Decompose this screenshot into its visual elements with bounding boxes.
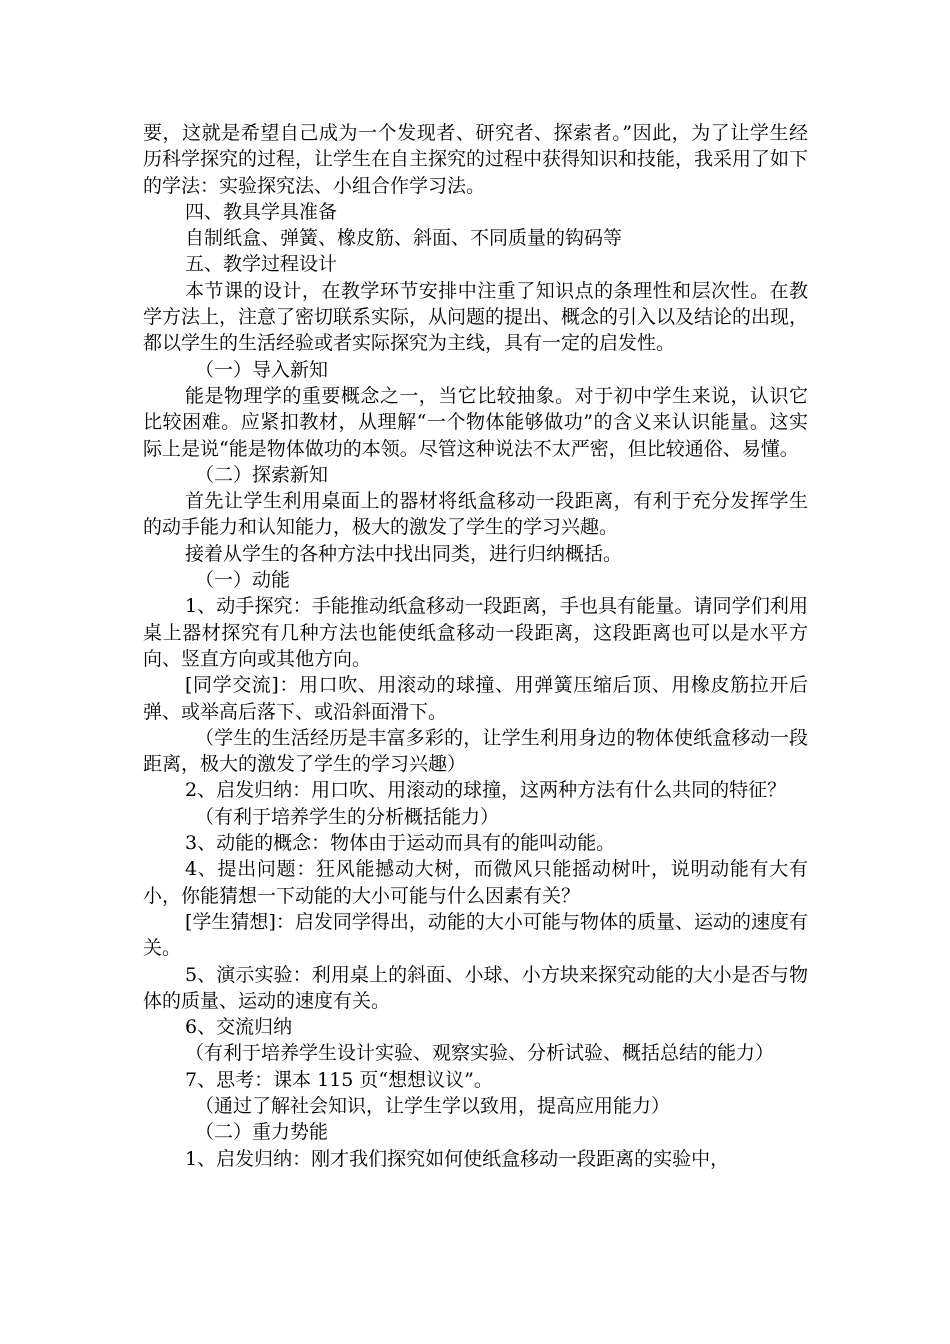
document-body: [143, 120, 808, 1172]
paragraph-learning-method: 要，这就是希望自己成为一个发现者、研究者、探索者。”因此，为了让学生经历科学探究的过程，让学生在自主探究的过程中获得知识和技能，我采用了如下的学法：实验探究法、小组合作学习法。: [143, 122, 809, 197]
paragraph-design-overview: 本节课的设计，在教学环节安排中注重了知识点的条理性和层次性。在教学方法上，注意了密切联系实际，从问题的提出、概念的引入以及结论的出现，都以学生的生活经验或者实际探究为主线，具有一定的启发性。: [143, 279, 809, 355]
paragraph-guess: [学生猜想]：启发同学得出，动能的大小可能与物体的质量、运动的速度有关。: [143, 910, 808, 960]
paragraph-exchange-summary: 6、交流归纳: [185, 1016, 293, 1039]
paragraph-concept: 3、动能的概念：物体由于运动而具有的能叫动能。: [185, 832, 616, 855]
paragraph-note-apply: （通过了解社会知识，让学生学以致用，提高应用能力）: [195, 1094, 671, 1117]
paragraph-introduction: 能是物理学的重要概念之一，当它比较抽象。对于初中学生来说，认识它比较困难。应紧扣教材，从理解“一个物体能够做功”的含义来认识能量。这实际上是说“能是物体做功的本领。尽管这种说法不太严密，但比较通俗、易懂。: [143, 384, 808, 460]
paragraph-note-design: （有利于培养学生设计实验、观察实验、分析试验、概括总结的能力）: [185, 1042, 775, 1065]
paragraph-classify: 接着从学生的各种方法中找出同类，进行归纳概括。: [185, 542, 623, 565]
paragraph-hands-on: 1、动手探究：手能推动纸盒移动一段距离，手也具有能量。请同学们利用桌上器材探究有几种方法也能使纸盒移动一段距离，这段距离也可以是水平方向、竖直方向或其他方向。: [143, 595, 808, 670]
heading-teaching-aids: 四、教具学具准备: [185, 200, 338, 223]
paragraph-induction: 2、启发归纳：用口吹、用滚动的球撞，这两种方法有什么共同的特征？: [185, 779, 787, 802]
heading-introduction: （一）导入新知: [195, 358, 329, 381]
heading-gravitational-energy: （二）重力势能: [195, 1121, 329, 1144]
paragraph-think: 7、思考：课本 115 页“想想议议”。: [185, 1068, 493, 1091]
paragraph-note-interest: （学生的生活经历是丰富多彩的，让学生利用身边的物体使纸盒移动一段距离，极大的激发了学生的学习兴趣）: [143, 726, 808, 776]
paragraph-question: 4、提出问题：狂风能撼动大树，而微风只能摇动树叶，说明动能有大有小，你能猜想一下动能的大小可能与什么因素有关？: [143, 858, 808, 907]
heading-kinetic-energy: （一）动能: [195, 569, 291, 592]
paragraph-note-analysis: （有利于培养学生的分析概括能力）: [195, 805, 500, 828]
paragraph-student-exchange: [同学交流]：用口吹、用滚动的球撞、用弹簧压缩后顶、用橡皮筋拉开后弹、或举高后落下、或沿斜面滑下。: [143, 674, 808, 723]
paragraph-gravity-induction: 1、启发归纳：刚才我们探究如何使纸盒移动一段距离的实验中，: [185, 1147, 730, 1170]
heading-teaching-process: 五、教学过程设计: [185, 253, 338, 276]
paragraph-explore: 首先让学生利用桌面上的器材将纸盒移动一段距离，有利于充分发挥学生的动手能力和认知能力，极大的激发了学生的学习兴趣。: [143, 490, 808, 539]
heading-explore: （二）探索新知: [195, 463, 329, 486]
paragraph-teaching-aids: 自制纸盒、弹簧、橡皮筋、斜面、不同质量的钩码等: [185, 227, 623, 250]
paragraph-demo: 5、演示实验：利用桌上的斜面、小球、小方块来探究动能的大小是否与物体的质量、运动的速度有关。: [143, 963, 808, 1012]
